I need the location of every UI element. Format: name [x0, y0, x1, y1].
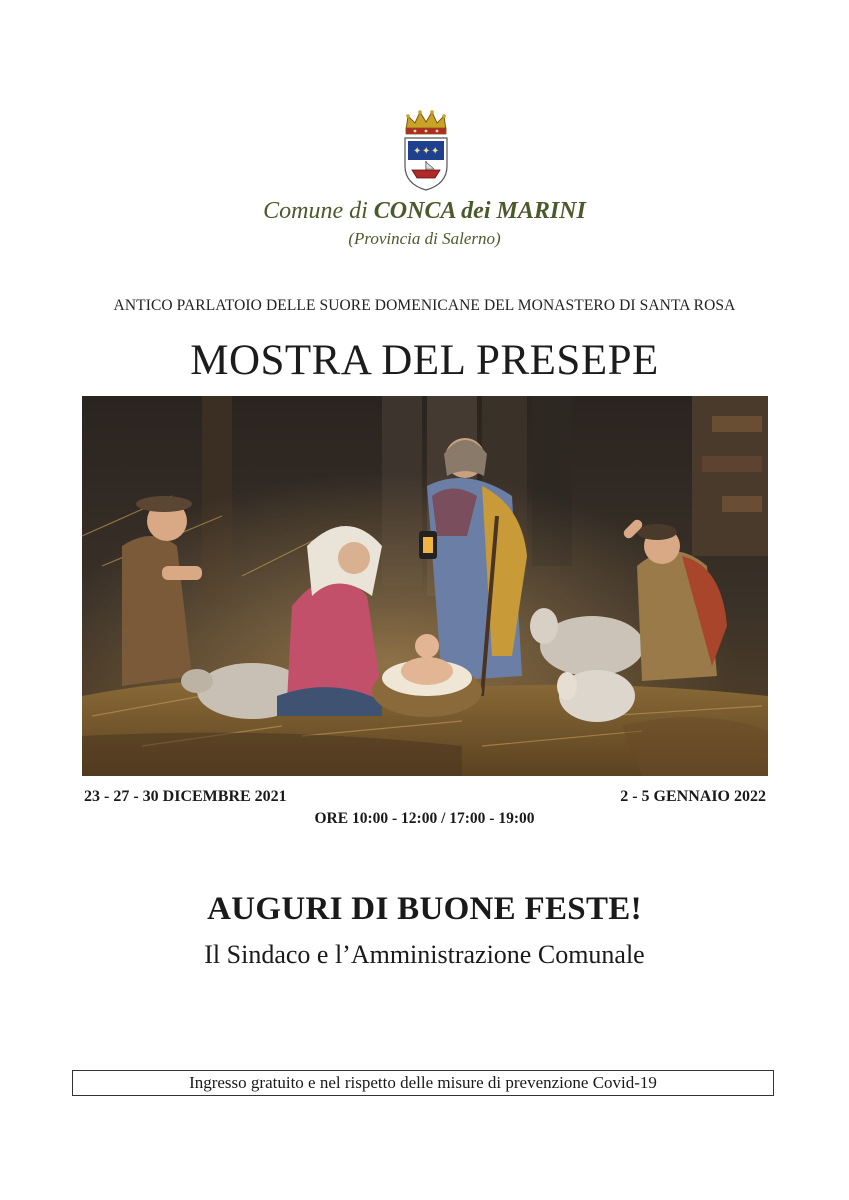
svg-text:✦: ✦: [422, 146, 431, 157]
comune-name: CONCA dei MARINI: [373, 198, 586, 224]
page-title: MOSTRA DEL PRESEPE: [190, 337, 659, 384]
svg-text:✦: ✦: [413, 146, 422, 157]
dates-january: 2 - 5 GENNAIO 2022: [620, 788, 766, 805]
dates-december: 23 - 27 - 30 DICEMBRE 2021: [84, 788, 287, 805]
greeting-heading: AUGURI DI BUONE FESTE!: [207, 891, 642, 927]
coat-of-arms-icon: [398, 108, 454, 192]
opening-hours: ORE 10:00 - 12:00 / 17:00 - 19:00: [314, 810, 535, 827]
venue-line: ANTICO PARLATOIO DELLE SUORE DOMENICANE DEL MONASTERO DI SANTA ROSA: [113, 297, 736, 314]
entry-notice-box: Ingresso gratuito e nel rispetto delle misure di prevenzione Covid-19: [72, 1070, 774, 1096]
provincia-subtitle: (Provincia di Salerno): [348, 229, 501, 248]
comune-heading: [0, 198, 849, 225]
nativity-scene-image: [82, 396, 768, 776]
signature-line: Il Sindaco e l’Amministrazione Comunale: [204, 940, 645, 969]
comune-prefix: Comune di: [263, 198, 374, 224]
svg-text:✦: ✦: [431, 146, 440, 157]
